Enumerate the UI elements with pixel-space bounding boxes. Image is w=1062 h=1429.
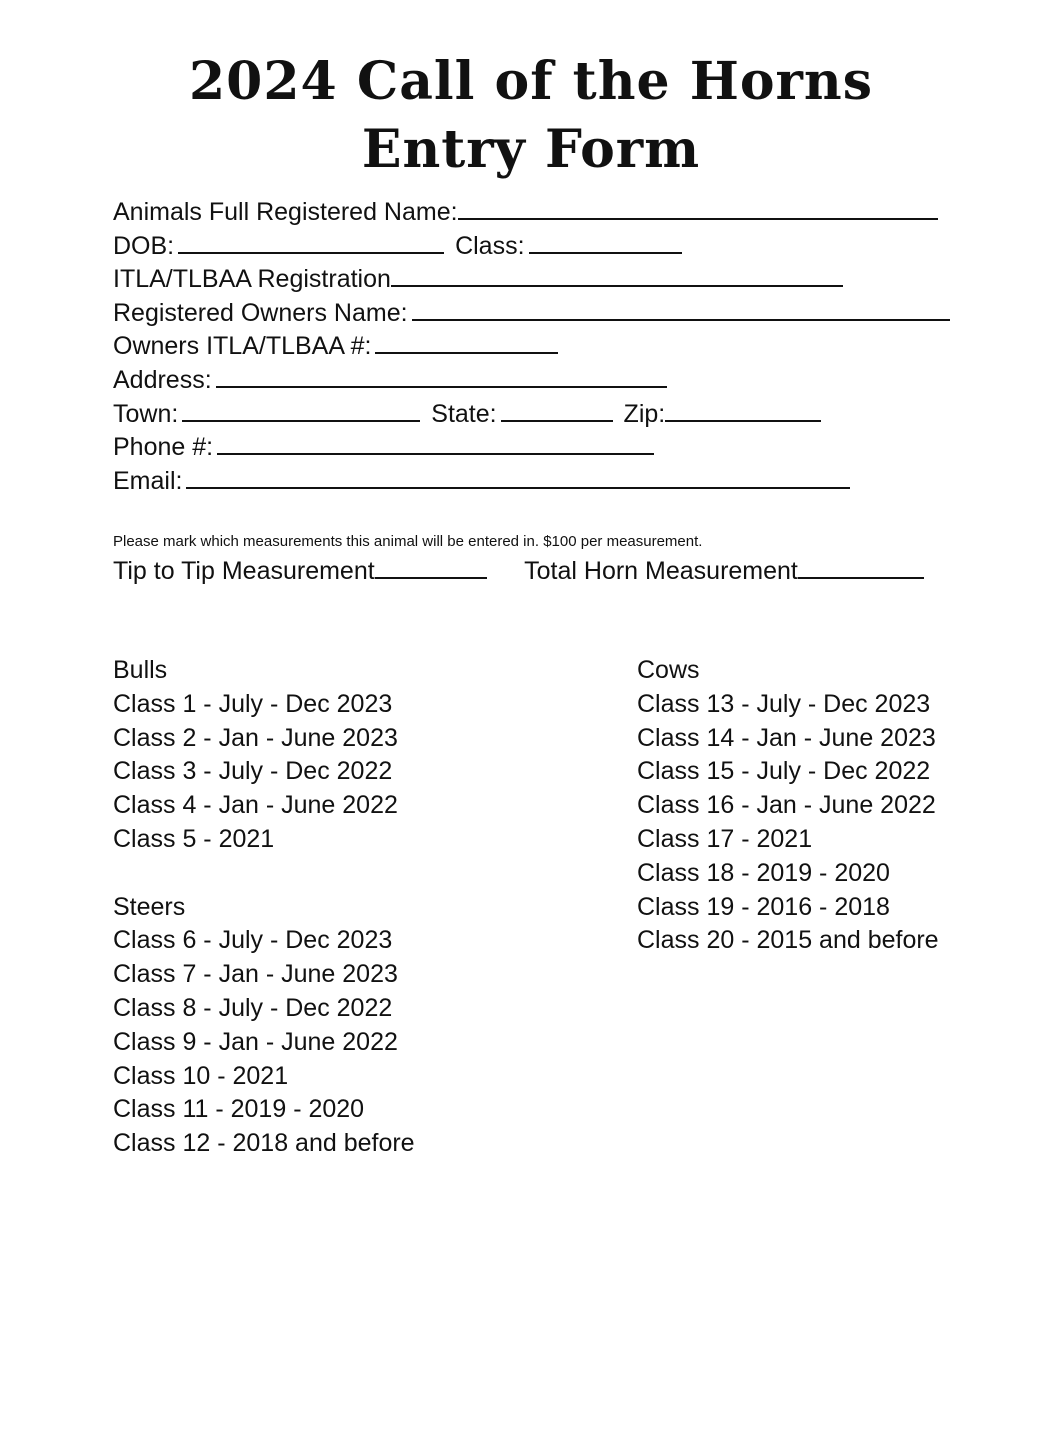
class-list-item: Class 9 - Jan - June 2022 bbox=[113, 1027, 398, 1056]
email-blank[interactable] bbox=[186, 463, 850, 489]
class-list-item: Class 5 - 2021 bbox=[113, 824, 275, 853]
class-list-item: Class 15 - July - Dec 2022 bbox=[637, 757, 931, 786]
cows-heading: Cows bbox=[637, 656, 700, 684]
owner-number-row bbox=[113, 328, 993, 362]
class-list-item: Class 20 - 2015 and before bbox=[637, 926, 939, 955]
address-label: Address: bbox=[113, 365, 212, 394]
class-list-item: Class 4 - Jan - June 2022 bbox=[113, 791, 398, 820]
animal-name-label: Animals Full Registered Name: bbox=[113, 198, 458, 226]
bulls-heading: Bulls bbox=[113, 656, 168, 684]
address-row bbox=[113, 362, 993, 396]
class-list-item: Class 2 - Jan - June 2023 bbox=[113, 723, 398, 752]
class-list-item: Class 16 - Jan - June 2022 bbox=[637, 791, 936, 820]
bulls-steers-column bbox=[113, 654, 415, 1161]
class-list-item: Class 13 - July - Dec 2023 bbox=[637, 689, 931, 718]
class-label: Class: bbox=[455, 231, 525, 260]
owner-name-row bbox=[113, 295, 993, 329]
steers-heading: Steers bbox=[113, 892, 186, 921]
class-list-item: Class 6 - July - Dec 2023 bbox=[113, 926, 393, 955]
total-horn-label: Total Horn Measurement bbox=[524, 557, 798, 585]
class-list-item: Class 17 - 2021 bbox=[637, 824, 813, 853]
class-list-item: Class 14 - Jan - June 2023 bbox=[637, 723, 936, 752]
state-blank[interactable] bbox=[501, 396, 613, 422]
cows-column bbox=[637, 654, 939, 958]
town-blank[interactable] bbox=[182, 396, 420, 422]
owner-name-label: Registered Owners Name: bbox=[113, 298, 408, 327]
phone-blank[interactable] bbox=[217, 429, 654, 455]
email-row bbox=[113, 463, 993, 497]
page-title-line-2: Entry Form bbox=[361, 119, 701, 180]
animal-name-blank[interactable] bbox=[458, 194, 938, 220]
zip-blank[interactable] bbox=[665, 396, 821, 422]
phone-label: Phone #: bbox=[113, 433, 214, 462]
class-list-item: Class 3 - July - Dec 2022 bbox=[113, 757, 393, 786]
page-title-line-1: 2024 Call of the Horns bbox=[189, 51, 873, 112]
class-list-item: Class 11 - 2019 - 2020 bbox=[113, 1095, 365, 1124]
measurement-note: Please mark which measurements this animal will be entered in. $100 per measurement. bbox=[113, 533, 703, 550]
zip-label: Zip: bbox=[623, 399, 666, 428]
animal-name-row bbox=[113, 194, 993, 228]
class-list-item: Class 12 - 2018 and before bbox=[113, 1129, 415, 1158]
dob-label: DOB: bbox=[113, 231, 175, 260]
tip-to-tip-blank[interactable] bbox=[375, 553, 487, 579]
town-state-zip-row bbox=[113, 396, 993, 430]
class-list-item: Class 18 - 2019 - 2020 bbox=[637, 858, 890, 887]
phone-row bbox=[113, 429, 993, 463]
entry-fields bbox=[113, 194, 993, 496]
owner-number-label: Owners ITLA/TLBAA #: bbox=[113, 332, 372, 361]
class-list-item: Class 10 - 2021 bbox=[113, 1061, 289, 1090]
address-blank[interactable] bbox=[216, 362, 667, 388]
registration-label: ITLA/TLBAA Registration bbox=[113, 265, 391, 294]
class-list-item: Class 7 - Jan - June 2023 bbox=[113, 960, 398, 989]
email-label: Email: bbox=[113, 466, 183, 495]
tip-to-tip-label: Tip to Tip Measurement bbox=[113, 557, 375, 585]
class-list-item: Class 1 - July - Dec 2023 bbox=[113, 689, 393, 718]
class-blank[interactable] bbox=[529, 228, 682, 254]
town-label: Town: bbox=[113, 399, 179, 428]
class-list-item: Class 8 - July - Dec 2022 bbox=[113, 993, 393, 1022]
dob-class-row bbox=[113, 228, 993, 262]
measurement-options bbox=[113, 553, 928, 588]
state-label: State: bbox=[431, 399, 497, 428]
owner-name-blank[interactable] bbox=[412, 295, 950, 321]
dob-blank[interactable] bbox=[178, 228, 444, 254]
form-header bbox=[0, 48, 1062, 184]
class-list-item: Class 19 - 2016 - 2018 bbox=[637, 892, 890, 921]
registration-blank[interactable] bbox=[391, 261, 843, 287]
owner-number-blank[interactable] bbox=[375, 328, 558, 354]
section-gap bbox=[113, 857, 415, 891]
registration-row bbox=[113, 261, 993, 295]
total-horn-blank[interactable] bbox=[798, 553, 924, 579]
